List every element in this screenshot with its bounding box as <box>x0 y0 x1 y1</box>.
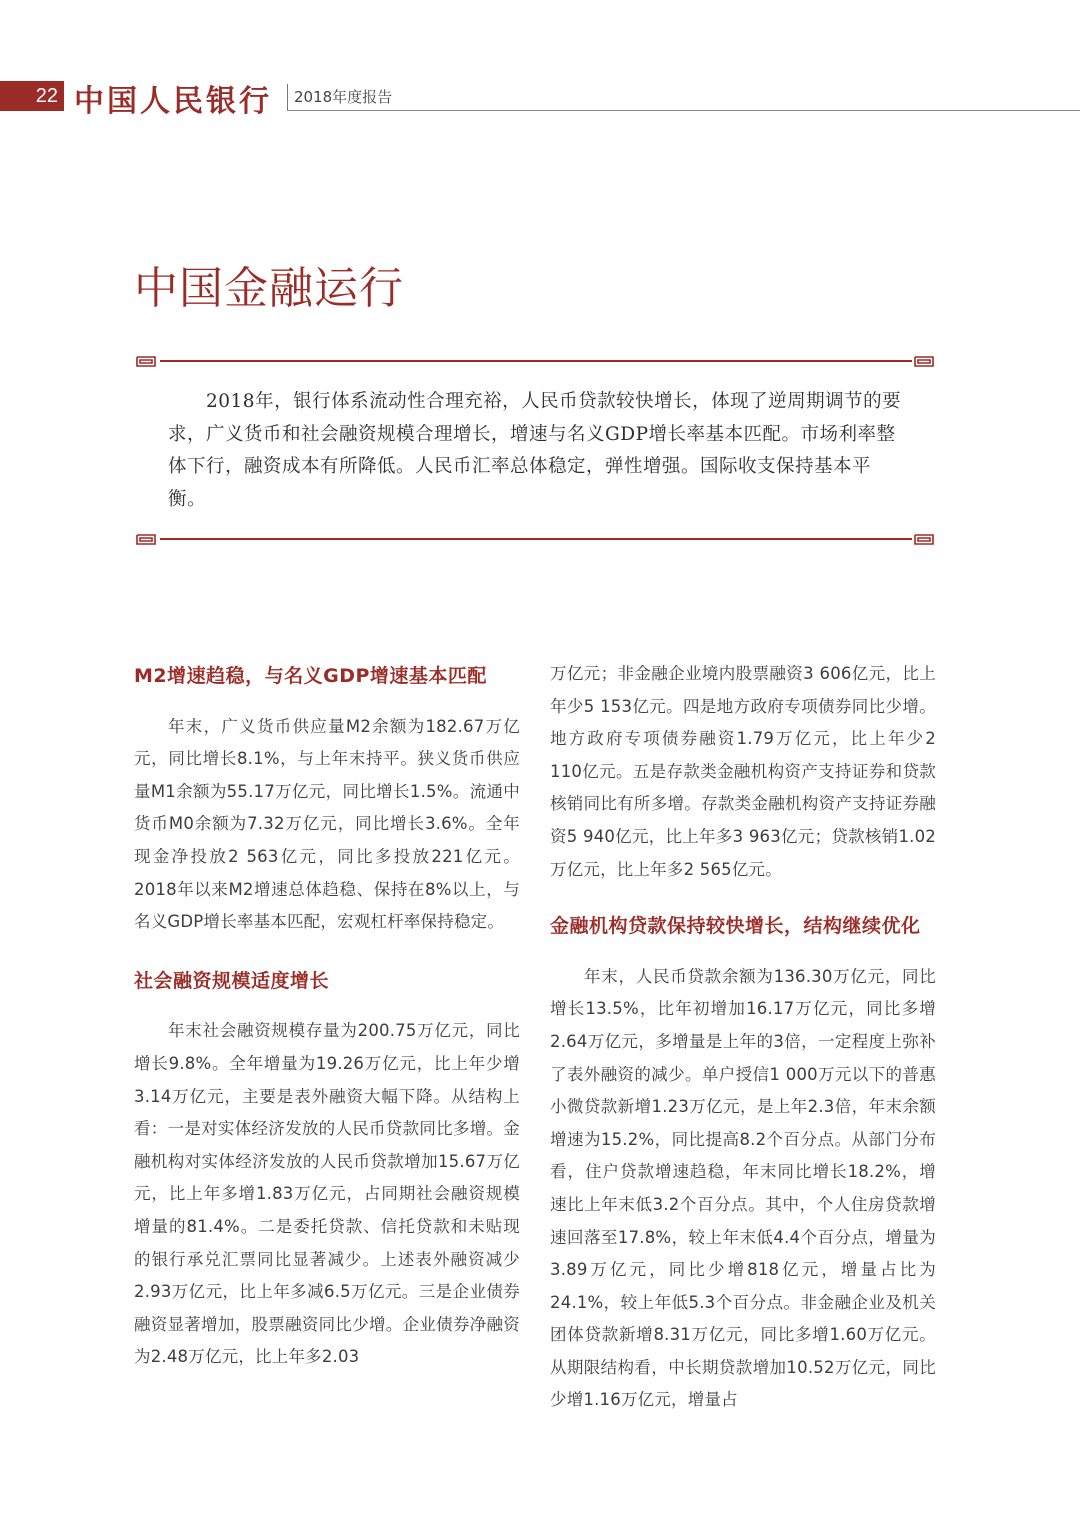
page-number: 22 <box>0 81 64 111</box>
top-ornamental-rule <box>160 360 912 362</box>
section-title: 中国金融运行 <box>134 263 404 314</box>
bottom-ornamental-rule <box>160 538 912 540</box>
left-column <box>134 660 520 1374</box>
fret-ornament-icon <box>914 356 934 367</box>
paragraph-social-financing: 年末社会融资规模存量为200.75万亿元，同比增长9.8%。全年增量为19.26万亿元，比上年少增3.14万亿元，主要是表外融资大幅下降。从结构上看：一是对实体经济发放的人民币贷款同比多增。金融机构对实体经济发放的人民币贷款增加15.67万亿元，比上年多增1.83万亿元，占同期社会融资规模增量的81.4%。二是委托贷款、信托贷款和未贴现的银行承兑汇票同比显著减少。上述表外融资减少2.93万亿元，比上年多减6.5万亿元。三是企业债券融资显著增加，股票融资同比少增。企业债券净融资为2.48万亿元，比上年多2.03 <box>134 1021 520 1367</box>
right-column <box>550 658 936 1417</box>
heading-social-financing: 社会融资规模适度增长 <box>134 969 330 992</box>
paragraph-continued: 万亿元；非金融企业境内股票融资3 606亿元，比上年少5 153亿元。四是地方政府专项债券同比少增。地方政府专项债券融资1.79万亿元，比上年少2 110亿元。五是存款类金融机构资产支持证券和贷款核销同比有所多增。存款类金融机构资产支持证券融资5 940亿元，比上年多3 963亿元；贷款核销1.02万亿元，比上年多2 565亿元。 <box>550 664 936 879</box>
paragraph-loans: 年末，人民币贷款余额为136.30万亿元，同比增长13.5%，比年初增加16.17万亿元，同比多增2.64万亿元，多增量是上年的3倍，一定程度上弥补了表外融资的减少。单户授信1 000万元以下的普惠小微贷款新增1.23万亿元，是上年2.3倍，年末余额增速为15.2%，同比提高8.2个百分点。从部门分布看，住户贷款增速趋稳，年末同比增长18.2%，增速比上年末低3.2个百分点。其中，个人住房贷款增速回落至17.8%，较上年末低4.4个百分点，增量为3.89万亿元，同比少增818亿元，增量占比为24.1%，较上年低5.3个百分点。非金融企业及机关团体贷款新增8.31万亿元，同比多增1.60万亿元。从期限结构看，中长期贷款增加10.52万亿元，同比少增1.16万亿元，增量占 <box>550 966 936 1410</box>
page-header <box>0 78 1080 119</box>
fret-ornament-icon <box>914 534 934 545</box>
heading-loans: 金融机构贷款保持较快增长，结构继续优化 <box>550 915 921 938</box>
brand-logo-text: 中国人民银行 <box>74 84 272 119</box>
fret-ornament-icon <box>136 534 156 545</box>
report-title: 2018年度报告 <box>294 88 393 106</box>
heading-m2: M2增速趋稳，与名义GDP增速基本匹配 <box>134 665 487 687</box>
header-rule <box>287 110 1080 111</box>
paragraph-m2: 年末，广义货币供应量M2余额为182.67万亿元，同比增长8.1%，与上年末持平。狭义货币供应量M1余额为55.17万亿元，同比增长1.5%。流通中货币M0余额为7.32万亿元，同比增长3.6%。全年现金净投放2 563亿元，同比多投放221亿元。2018年以来M2增速总体趋稳、保持在8%以上，与名义GDP增长率基本匹配，宏观杠杆率保持稳定。 <box>134 716 520 932</box>
header-separator <box>287 84 288 110</box>
fret-ornament-icon <box>136 356 156 367</box>
intro-paragraph: 2018年，银行体系流动性合理充裕，人民币贷款较快增长，体现了逆周期调节的要求，广义货币和社会融资规模合理增长，增速与名义GDP增长率基本匹配。市场利率整体下行，融资成本有所降低。人民币汇率总体稳定，弹性增强。国际收支保持基本平衡。 <box>168 391 902 510</box>
